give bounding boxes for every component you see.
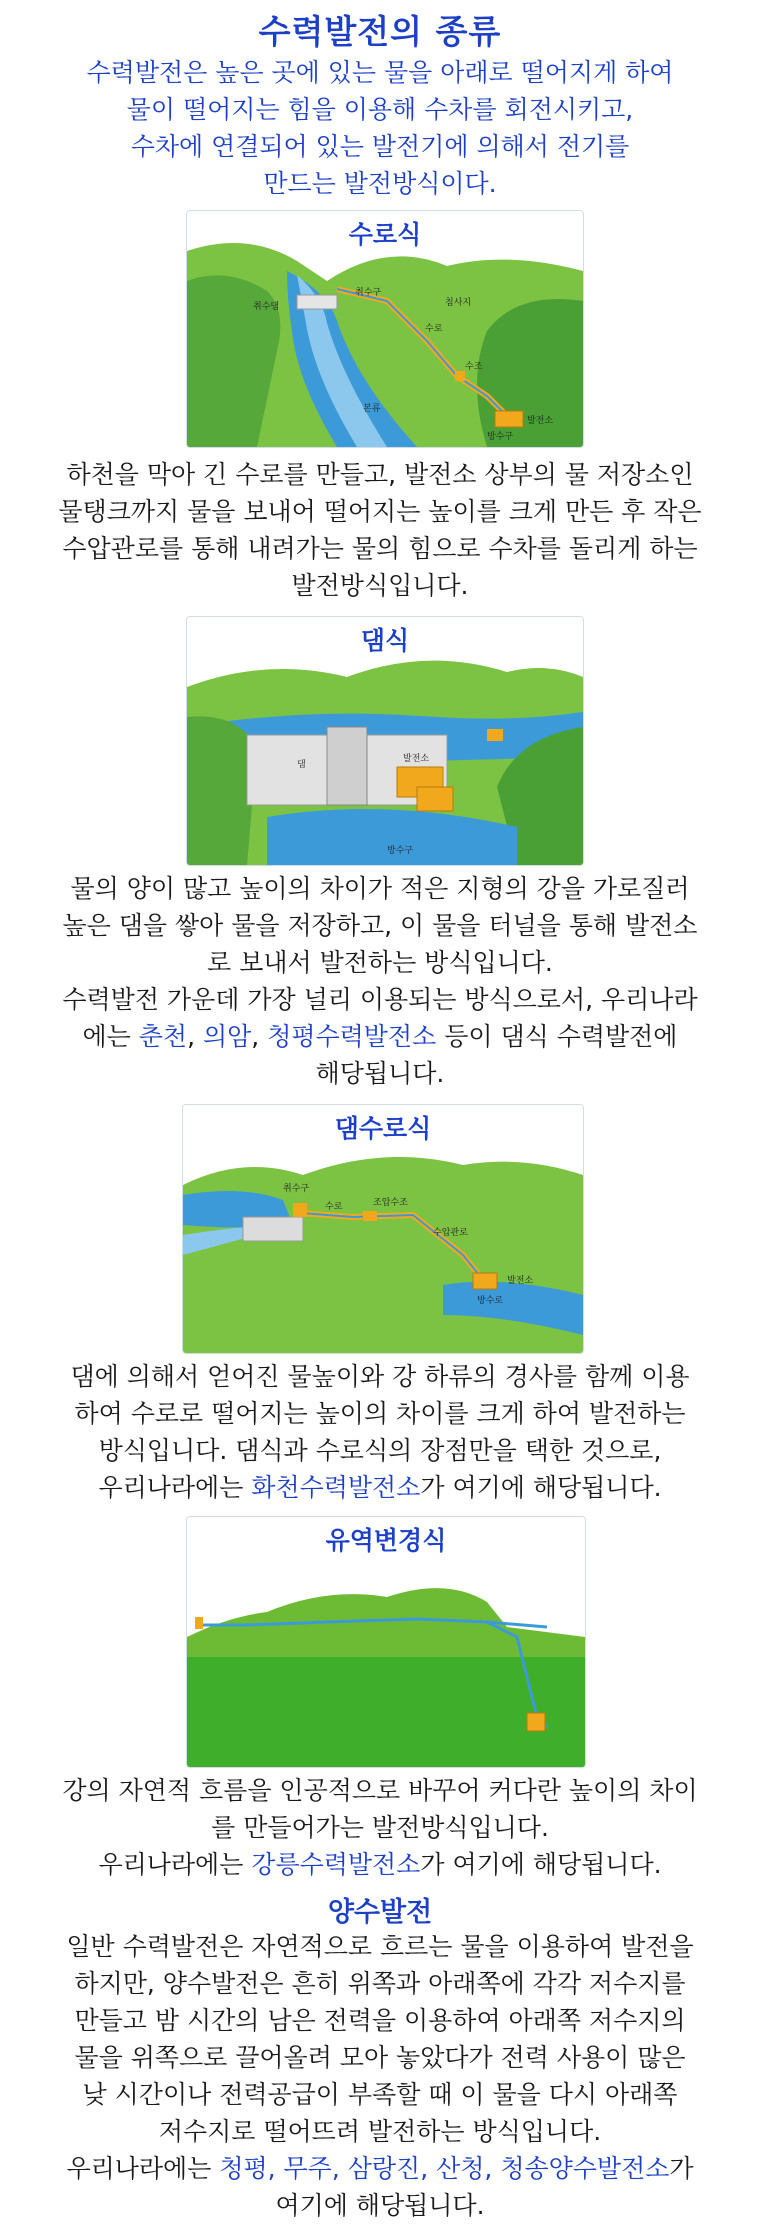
text-line: 를 만들어가는 발전방식입니다. bbox=[211, 1813, 549, 1842]
text-line: 물을 위쪽으로 끌어올려 모아 놓았다가 전력 사용이 많은 bbox=[74, 2043, 686, 2072]
diagram-label: 수조 bbox=[465, 362, 483, 372]
intro-text bbox=[20, 54, 740, 202]
diagram-label: 취수구 bbox=[355, 288, 382, 298]
text-line: 높은 댐을 쌓아 물을 저장하고, 이 물을 터널을 통해 발전소 bbox=[62, 911, 698, 940]
text-line: 저수지로 떨어뜨려 발전하는 방식입니다. bbox=[158, 2117, 602, 2146]
text-line: 낮 시간이나 전력공급이 부족할 때 이 물을 다시 아래쪽 bbox=[82, 2080, 678, 2109]
diagram-label: 댐 bbox=[297, 760, 306, 770]
pumped-storage-description bbox=[14, 1928, 746, 2224]
text-line: 하천을 막아 긴 수로를 만들고, 발전소 상부의 물 저장소인 bbox=[66, 460, 694, 489]
text-fragment: 에는 bbox=[82, 1022, 139, 1051]
diagram-label: 침사지 bbox=[445, 298, 472, 308]
text-line: 수력발전 가운데 가장 널리 이용되는 방식으로서, 우리나라 bbox=[62, 985, 698, 1014]
diagram-label: 수로 bbox=[325, 1202, 343, 1212]
intro-line: 수력발전은 높은 곳에 있는 물을 아래로 떨어지게 하여 bbox=[86, 58, 674, 87]
text-line bbox=[14, 1018, 746, 1055]
text-line: 물의 양이 많고 높이의 차이가 적은 지형의 강을 가로질러 bbox=[70, 874, 690, 903]
diagram-title: 유역변경식 bbox=[325, 1526, 447, 1555]
diagram-waterway-type bbox=[186, 210, 584, 448]
diagram-title: 수로식 bbox=[348, 220, 422, 249]
separator: , bbox=[331, 2154, 348, 2183]
diagram-label: 방수로 bbox=[477, 1296, 504, 1306]
text-fragment: 우리나라에는 bbox=[98, 1473, 252, 1502]
separator: , bbox=[267, 2154, 284, 2183]
diagram-basin-diversion-type bbox=[186, 1516, 586, 1768]
pumped-storage-heading: 양수발전 bbox=[327, 1897, 433, 1928]
plant-name: 청평수력발전소 bbox=[267, 1022, 437, 1051]
separator: , bbox=[484, 2154, 501, 2183]
text-line: 강의 자연적 흐름을 인공적으로 바꾸어 커다란 높이의 차이 bbox=[62, 1776, 698, 1805]
text-line: 여기에 해당됩니다. bbox=[275, 2191, 485, 2220]
plant-name: 청평 bbox=[219, 2154, 268, 2183]
text-fragment: 가 bbox=[669, 2154, 694, 2183]
basin-diversion-description bbox=[14, 1772, 746, 1883]
text-line: 하지만, 양수발전은 흔히 위쪽과 아래쪽에 각각 저수지를 bbox=[74, 1969, 686, 1998]
diagram-label: 수압관로 bbox=[433, 1228, 468, 1238]
plant-name: 의암 bbox=[202, 1022, 252, 1051]
waterway-description bbox=[14, 456, 746, 604]
diagram-title: 댐식 bbox=[360, 626, 410, 655]
text-line: 수압관로를 통해 내려가는 물의 힘으로 수차를 돌리게 하는 bbox=[62, 534, 698, 563]
text-line: 발전방식입니다. bbox=[291, 571, 469, 600]
diagram-label: 취수댐 bbox=[253, 302, 280, 312]
text-line: 방식입니다. 댐식과 수로식의 장점만을 택한 것으로, bbox=[98, 1436, 662, 1465]
separator: , bbox=[251, 1022, 268, 1051]
text-line: 일반 수력발전은 자연적으로 흐르는 물을 이용하여 발전을 bbox=[66, 1932, 694, 1961]
text-fragment: 등이 댐식 수력발전에 bbox=[436, 1022, 678, 1051]
diagram-label: 본류 bbox=[363, 404, 381, 414]
text-fragment: 우리나라에는 bbox=[98, 1850, 252, 1879]
diagram-title: 댐수로식 bbox=[334, 1114, 432, 1143]
diagram-label: 수로 bbox=[425, 324, 443, 334]
text-line bbox=[14, 1846, 746, 1883]
text-line: 물탱크까지 물을 보내어 떨어지는 높이를 크게 만든 후 작은 bbox=[58, 497, 702, 526]
separator: , bbox=[187, 1022, 203, 1051]
text-line: 해당됩니다. bbox=[315, 1059, 445, 1088]
dam-description bbox=[14, 870, 746, 1092]
intro-line: 만드는 발전방식이다. bbox=[263, 169, 497, 198]
text-fragment: 가 여기에 해당됩니다. bbox=[420, 1850, 662, 1879]
diagram-label: 발전소 bbox=[507, 1276, 534, 1286]
text-fragment: 가 여기에 해당됩니다. bbox=[420, 1473, 662, 1502]
text-line: 만들고 밤 시간의 남은 전력을 이용하여 아래쪽 저수지의 bbox=[74, 2006, 686, 2035]
text-line: 로 보내서 발전하는 방식입니다. bbox=[207, 948, 553, 977]
intro-line: 물이 떨어지는 힘을 이용해 수차를 회전시키고, bbox=[126, 95, 634, 124]
plant-name: 춘천 bbox=[138, 1022, 188, 1051]
diagram-label: 조압수조 bbox=[373, 1198, 408, 1208]
diagram-label: 발전소 bbox=[403, 754, 430, 764]
diagram-dam-type bbox=[186, 616, 584, 866]
plant-name: 화천수력발전소 bbox=[251, 1473, 421, 1502]
text-line bbox=[14, 2150, 746, 2187]
separator: , bbox=[420, 2154, 437, 2183]
page-title: 수력발전의 종류 bbox=[258, 12, 502, 51]
plant-name: 산청 bbox=[436, 2154, 485, 2183]
plant-name: 강릉수력발전소 bbox=[251, 1850, 421, 1879]
text-line: 댐에 의해서 얻어진 물높이와 강 하류의 경사를 함께 이용 bbox=[70, 1362, 690, 1391]
dam-waterway-description bbox=[14, 1358, 746, 1506]
text-line bbox=[14, 1469, 746, 1506]
text-fragment: 우리나라에는 bbox=[66, 2154, 220, 2183]
intro-line: 수차에 연결되어 있는 발전기에 의해서 전기를 bbox=[130, 132, 630, 161]
diagram-dam-waterway-type bbox=[182, 1104, 584, 1354]
diagram-label: 발전소 bbox=[527, 416, 554, 426]
plant-name: 청송양수발전소 bbox=[500, 2154, 670, 2183]
diagram-label: 방수구 bbox=[487, 432, 514, 442]
diagram-label: 취수구 bbox=[283, 1184, 310, 1194]
plant-name: 무주 bbox=[283, 2154, 332, 2183]
diagram-label: 방수구 bbox=[387, 846, 414, 856]
plant-name: 삼랑진 bbox=[347, 2154, 421, 2183]
text-line: 하여 수로로 떨어지는 높이의 차이를 크게 하여 발전하는 bbox=[74, 1399, 686, 1428]
